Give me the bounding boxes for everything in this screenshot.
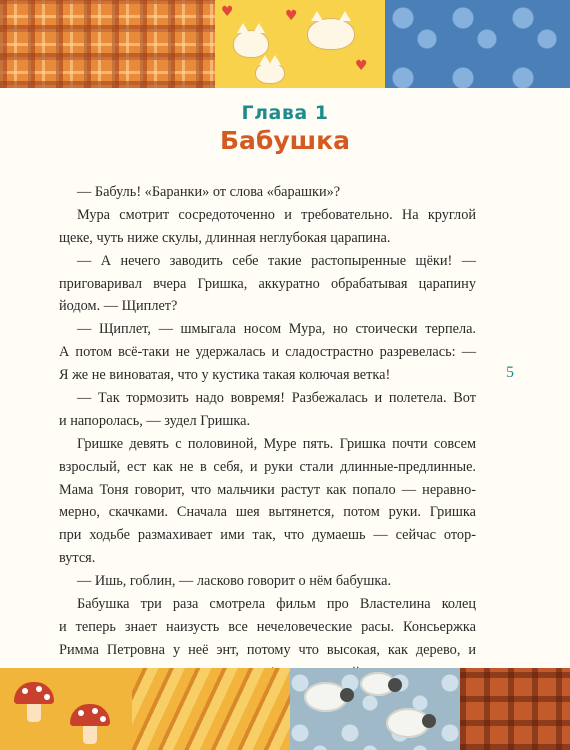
chapter-label: Глава 1	[241, 102, 329, 124]
sheep-patch	[290, 668, 460, 750]
text-line: щеке, чуть ниже скулы, длинная неглубокая царапина.	[59, 229, 391, 246]
text-line: йодом. — Щиплет?	[59, 298, 178, 315]
text-line: мерно, скачками. Сначала шея вытянется, потом руки. Гришка	[59, 504, 476, 521]
mushroom-illustration	[14, 682, 54, 722]
top-quilt-border	[0, 0, 570, 88]
text-line: взрослый, ест как не в себя, и руки стали длинные-предлинные.	[59, 458, 476, 475]
text-line: при ходьбе размахивает ими так, что думаешь — сейчас отор-	[59, 527, 476, 544]
heart-icon: ♥	[285, 8, 298, 24]
text-line: — Бабуль! «Баранки» от слова «барашки»?	[77, 184, 341, 200]
text-line: — А нечего заводить себе такие растопыренные щёки! —	[77, 252, 476, 269]
plaid-patch	[460, 668, 570, 750]
text-line: и теперь знает наизусть все нечеловеческие расы. Консьержка	[59, 618, 476, 635]
plaid-patch	[0, 0, 215, 88]
sheep-illustration	[386, 708, 430, 738]
cats-patch	[215, 0, 385, 88]
text-line: Мама Тоня говорит, что мальчики растут как попало — неравно-	[59, 481, 476, 498]
text-line: Мура смотрит сосредоточенно и требовательно. На круглой	[77, 206, 476, 223]
blue-leaf-patch	[385, 0, 570, 88]
text-line: — Ишь, гоблин, — ласково говорит о нём бабушка.	[77, 573, 392, 590]
text-line: Римма Петровна у неё энт, потому что высокая, как дерево, и	[59, 641, 476, 658]
striped-patch	[132, 668, 290, 750]
text-line: Гришке девять с половиной, Муре пять. Гришка почти совсем	[77, 435, 476, 452]
chapter-text	[59, 181, 476, 750]
bottom-quilt-border	[0, 668, 570, 750]
sheep-illustration	[360, 672, 396, 696]
text-line: приговаривал вчера Гришка, аккуратно обрабатывая царапину	[59, 275, 476, 292]
sheep-illustration	[304, 682, 348, 712]
chapter-title: Бабушка	[219, 126, 351, 155]
text-line: А потом всё-таки не удержалась и сладострастно разревелась: —	[59, 344, 476, 361]
page-number: 5	[506, 364, 514, 381]
cat-illustration	[255, 62, 285, 84]
heart-icon: ♥	[221, 4, 234, 20]
mushroom-illustration	[70, 704, 110, 744]
mushroom-patch	[0, 668, 132, 750]
text-line: Бабушка три раза смотрела фильм про Властелина колец	[77, 596, 476, 613]
heart-icon: ♥	[355, 58, 368, 74]
text-line: — Так тормозить надо вовремя! Разбежалась и полетела. Вот	[77, 390, 476, 407]
text-line: вутся.	[59, 550, 96, 567]
cat-illustration	[233, 30, 269, 58]
text-line: — Щиплет, — шмыгала носом Мура, но стоически терпела.	[77, 321, 476, 338]
cat-illustration	[307, 18, 355, 50]
text-line: и напоролась, — зудел Гришка.	[59, 412, 251, 429]
text-line: Я же не виноватая, что у кустика такая колючая ветка!	[59, 367, 391, 384]
